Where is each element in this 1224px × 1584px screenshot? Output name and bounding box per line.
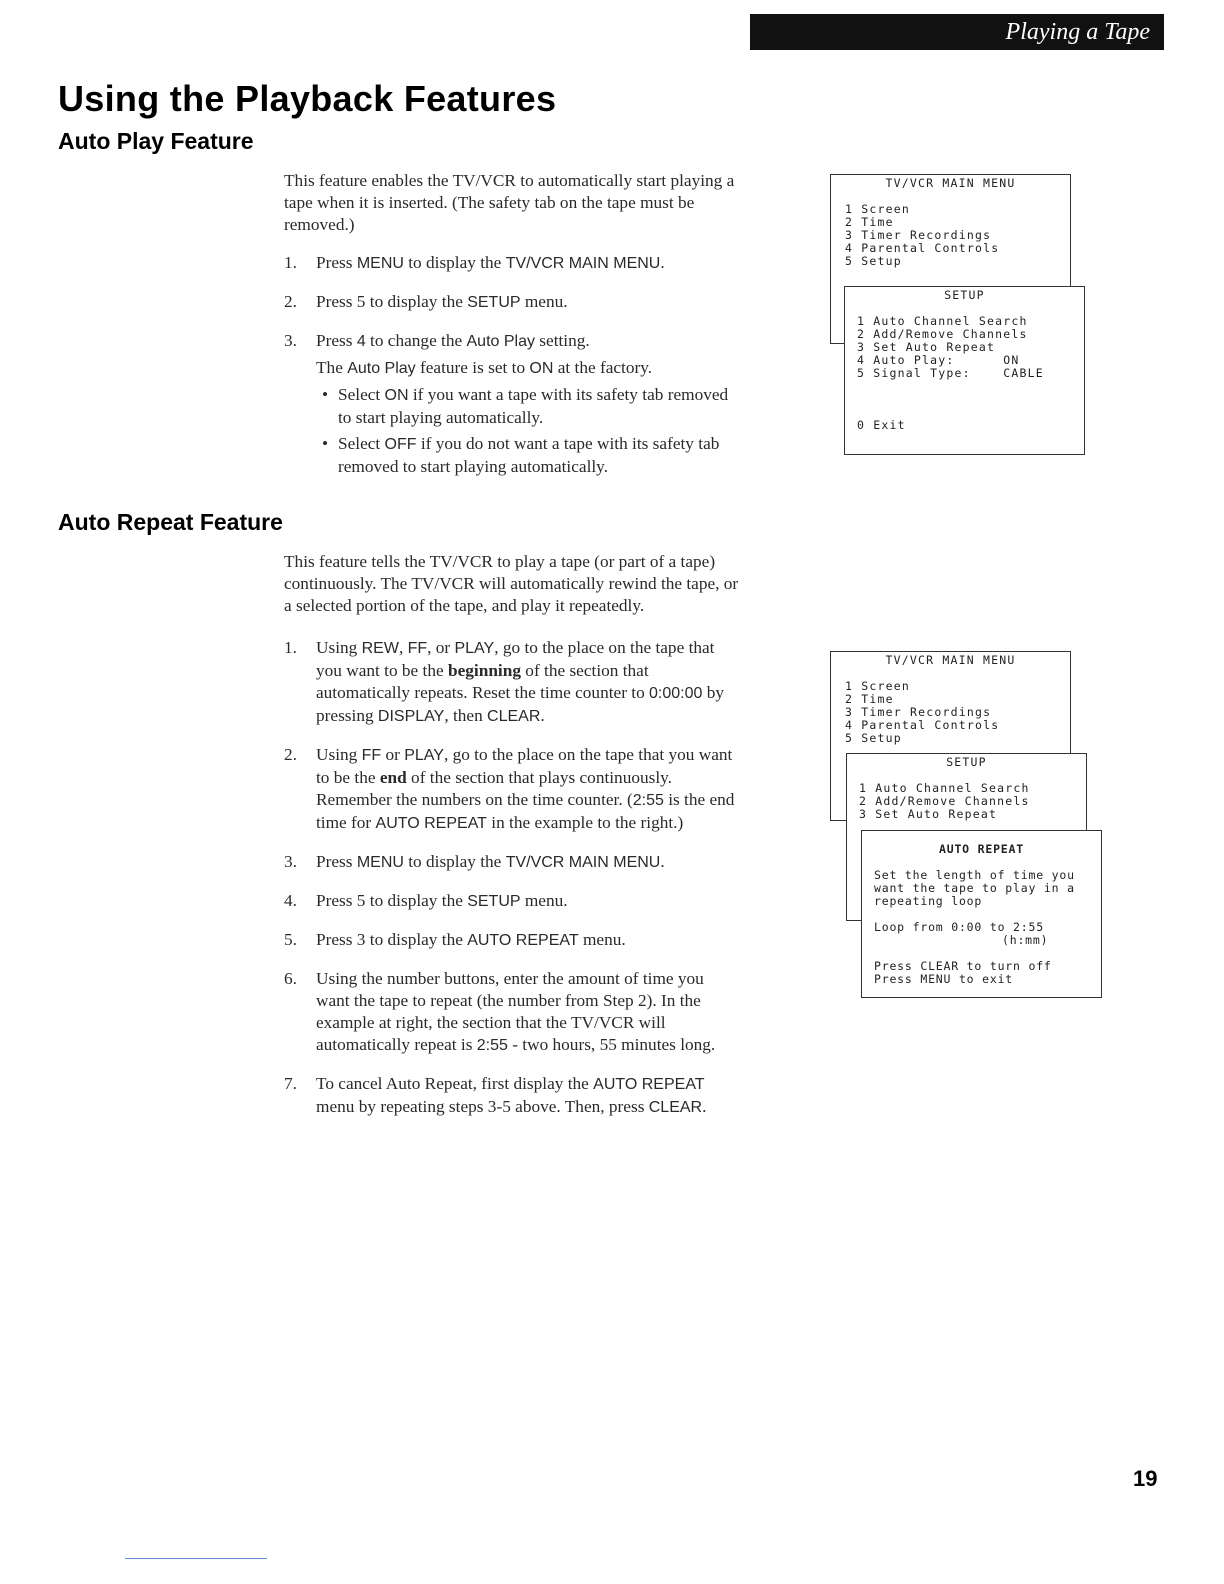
step-text: is the end time for: [316, 790, 735, 832]
auto-play-body: [284, 170, 740, 478]
menu-item: 2 Add/Remove Channels: [859, 794, 1030, 808]
menu-exit-item: 0 Exit: [857, 418, 906, 432]
emphasis-text: end: [379, 768, 407, 787]
auto-play-step-3: [284, 330, 740, 478]
bullet-icon: •: [322, 434, 329, 453]
auto-repeat-step-7: [284, 1073, 740, 1119]
key-label: SETUP: [467, 893, 521, 910]
step-text: Press: [316, 852, 357, 871]
step-text: ,: [398, 638, 408, 657]
menu-description: repeating loop: [874, 894, 983, 908]
key-label: 2:55: [632, 792, 664, 809]
step-number: 4.: [284, 891, 297, 910]
step-text: - two hours, 55 minutes long.: [507, 1035, 716, 1054]
step-text: of the section that plays continuously. Remember the numbers on the time counter. (: [316, 768, 672, 809]
step-number: 7.: [284, 1074, 297, 1093]
key-label: FF: [361, 747, 382, 764]
menu-item: 1 Screen: [845, 202, 910, 216]
bullet-text: Select: [338, 434, 385, 453]
menu-item: 3 Timer Recordings: [845, 228, 992, 242]
menu-item: 1 Auto Channel Search: [859, 781, 1030, 795]
menu-description: want the tape to play in a: [874, 881, 1075, 895]
step-text: menu.: [520, 891, 568, 910]
section-header-tab: Playing a Tape: [750, 14, 1164, 50]
step-text: menu.: [578, 930, 626, 949]
step-text: , then: [444, 706, 488, 725]
key-label: PLAY: [454, 640, 495, 657]
menu-item: 3 Set Auto Repeat: [859, 807, 998, 821]
page-title: Using the Playback Features: [58, 78, 557, 119]
menu-item: 4 Parental Controls: [845, 718, 1000, 732]
note-text: feature is set to: [415, 358, 530, 377]
step-text: setting.: [534, 331, 590, 350]
key-label: MENU: [356, 854, 404, 871]
key-label: CLEAR: [648, 1099, 703, 1116]
step-text: menu by repeating steps 3-5 above. Then, press: [316, 1097, 649, 1116]
menu-item: 2 Time: [845, 692, 894, 706]
step-number: 6.: [284, 969, 297, 988]
step-text: .: [702, 1097, 707, 1116]
key-label: 2:55: [476, 1037, 508, 1054]
step-text: Press: [316, 331, 357, 350]
step-text: .: [660, 253, 665, 272]
key-label: ON: [529, 360, 554, 377]
menu-item: 2 Add/Remove Channels: [857, 327, 1028, 341]
auto-repeat-heading: Auto Repeat Feature: [58, 509, 283, 535]
auto-repeat-step-4: [284, 890, 740, 913]
step-text: .: [540, 706, 545, 725]
step-text: to display the: [403, 253, 506, 272]
auto-play-bullet-off: [316, 433, 740, 478]
key-label: DISPLAY: [377, 708, 445, 725]
key-label: MENU: [356, 255, 404, 272]
step-text: Press 5 to display the: [316, 891, 468, 910]
bullet-text: if you want a tape with its safety tab removed to start playing automatically.: [338, 385, 729, 427]
auto-repeat-menu-screen: [861, 830, 1102, 998]
footer-divider: [125, 1558, 267, 1559]
auto-play-note: [316, 357, 740, 380]
auto-repeat-step-3: [284, 851, 740, 874]
step-number: 3.: [284, 852, 297, 871]
menu-item: 3 Timer Recordings: [845, 705, 992, 719]
menu-item: 4 Parental Controls: [845, 241, 1000, 255]
loop-setting: Loop from 0:00 to 2:55: [874, 920, 1044, 934]
key-label: AUTO REPEAT: [593, 1076, 705, 1093]
auto-repeat-body: [284, 551, 740, 1119]
key-label: AUTO REPEAT: [467, 932, 579, 949]
auto-play-bullet-on: [316, 384, 740, 429]
menu-title: TV/VCR MAIN MENU: [885, 176, 1016, 190]
menu-item: 5 Setup: [845, 731, 902, 745]
page-number: 19: [1133, 1466, 1158, 1491]
step-text: Press 5 to display the: [316, 292, 468, 311]
auto-repeat-step-1: [284, 637, 740, 728]
step-text: Press: [316, 253, 357, 272]
key-label: OFF: [384, 436, 417, 453]
step-text: by pressing: [316, 683, 725, 725]
menu-item: 5 Signal Type: CABLE: [857, 366, 1044, 380]
setup-menu-screen-1: [844, 286, 1085, 455]
step-text: to display the: [403, 852, 506, 871]
step-number: 5.: [284, 930, 297, 949]
menu-instruction: Press CLEAR to turn off: [874, 959, 1052, 973]
auto-repeat-step-5: [284, 929, 740, 952]
step-text: .: [660, 852, 665, 871]
key-label: Auto Play: [347, 360, 416, 377]
step-number: 1.: [284, 253, 297, 272]
key-label: PLAY: [404, 747, 444, 764]
key-label: SETUP: [467, 294, 521, 311]
menu-title: TV/VCR MAIN MENU: [885, 653, 1016, 667]
step-text: , or: [427, 638, 455, 657]
key-label: 4: [356, 333, 366, 350]
auto-play-heading: Auto Play Feature: [58, 128, 254, 154]
step-text: Using: [316, 638, 362, 657]
menu-item: 1 Auto Channel Search: [857, 314, 1028, 328]
step-text: Using: [316, 745, 362, 764]
key-label: TV/VCR MAIN MENU: [505, 854, 661, 871]
auto-repeat-step-2: [284, 744, 740, 835]
auto-repeat-step-6: [284, 968, 740, 1057]
step-text: , go to the place on the tape that you want to be the: [316, 745, 733, 787]
menu-item: 5 Setup: [845, 254, 902, 268]
key-label: AUTO REPEAT: [375, 815, 487, 832]
menu-item: 4 Auto Play: ON: [857, 353, 1020, 367]
step-number: 2.: [284, 292, 297, 311]
bullet-icon: •: [322, 385, 329, 404]
step-text: in the example to the right.): [486, 813, 684, 832]
menu-title: SETUP: [944, 288, 985, 302]
key-label: ON: [384, 387, 409, 404]
auto-repeat-intro: This feature tells the TV/VCR to play a tape (or part of a tape) continuously. The TV/VCR will automatically rewind the tape, or a selected portion of the tape, and play it repeatedly.: [284, 552, 739, 615]
menu-title: AUTO REPEAT: [939, 842, 1024, 856]
time-unit: (h:mm): [1002, 933, 1049, 947]
step-text: Using the number buttons, enter the amount of time you want the tape to repeat (the number from Step 2). In the example at right, the section that the TV/VCR will automatically repeat is: [316, 969, 704, 1054]
auto-play-step-2: [284, 291, 740, 314]
auto-play-step-1: [284, 252, 740, 275]
step-text: of the section that automatically repeats. Reset the time counter to: [316, 661, 650, 702]
emphasis-text: beginning: [447, 661, 521, 680]
key-label: 0:00:00: [649, 685, 703, 702]
menu-item: 1 Screen: [845, 679, 910, 693]
key-label: TV/VCR MAIN MENU: [505, 255, 661, 272]
step-number: 2.: [284, 745, 297, 764]
bullet-text: Select: [338, 385, 385, 404]
step-text: menu.: [520, 292, 568, 311]
note-text: The: [316, 358, 348, 377]
note-text: at the factory.: [553, 358, 653, 377]
step-text: To cancel Auto Repeat, first display the: [316, 1074, 594, 1093]
step-text: to change the: [365, 331, 467, 350]
menu-item: 2 Time: [845, 215, 894, 229]
key-label: Auto Play: [466, 333, 535, 350]
key-label: CLEAR: [487, 708, 541, 725]
step-number: 3.: [284, 331, 297, 350]
menu-title: SETUP: [946, 755, 987, 769]
auto-play-intro: This feature enables the TV/VCR to automatically start playing a tape when it is inserted. (The safety tab on the tape must be removed.): [284, 171, 735, 234]
menu-item: 3 Set Auto Repeat: [857, 340, 996, 354]
key-label: REW: [361, 640, 399, 657]
key-label: FF: [407, 640, 428, 657]
step-text: or: [381, 745, 405, 764]
bullet-text: if you do not want a tape with its safety tab removed to start playing automatically.: [338, 434, 720, 476]
menu-instruction: Press MENU to exit: [874, 972, 1014, 986]
step-text: Press 3 to display the: [316, 930, 468, 949]
step-text: , go to the place on the tape that you want to be the: [316, 638, 715, 680]
menu-description: Set the length of time you: [874, 868, 1075, 882]
step-number: 1.: [284, 638, 297, 657]
